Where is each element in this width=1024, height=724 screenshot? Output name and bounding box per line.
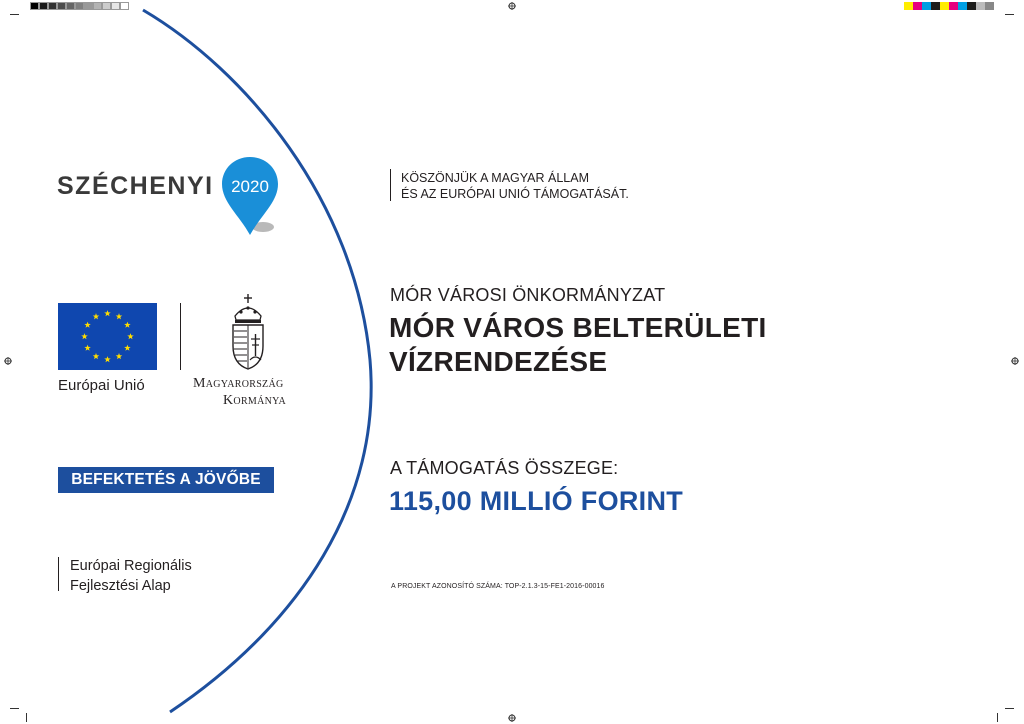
thanks-text	[401, 170, 629, 202]
eu-star-icon	[124, 322, 130, 328]
fund-name-line2: Fejlesztési Alap	[70, 578, 171, 594]
eu-star-icon	[104, 310, 110, 316]
project-title-line1: MÓR VÁROS BELTERÜLETI	[389, 312, 767, 343]
eu-star-icon	[84, 322, 90, 328]
fund-name	[70, 556, 192, 596]
eu-star-icon	[124, 345, 130, 351]
project-id: A PROJEKT AZONOSÍTÓ SZÁMA: TOP-2.1.3-15-FE1-2016-00016	[391, 583, 605, 590]
government-name-line2: Kormánya	[223, 393, 287, 408]
beneficiary-name: MÓR VÁROSI ÖNKORMÁNYZAT	[390, 285, 666, 305]
eu-star-icon	[93, 353, 99, 359]
eu-star-icon	[127, 333, 133, 339]
hungarian-coat-of-arms-icon	[227, 294, 269, 370]
eu-stars-icon	[58, 303, 157, 370]
logo-divider	[180, 303, 181, 370]
szechenyi-logo-text: SZÉCHENYI	[57, 172, 214, 200]
project-title-line2: VÍZRENDEZÉSE	[389, 346, 608, 377]
eu-star-icon	[84, 345, 90, 351]
support-amount-label: A TÁMOGATÁS ÖSSZEGE:	[390, 458, 619, 478]
investment-banner: BEFEKTETÉS A JÖVŐBE	[58, 467, 274, 493]
thanks-line1: KÖSZÖNJÜK A MAGYAR ÁLLAM	[401, 171, 590, 185]
eu-star-icon	[93, 313, 99, 319]
project-title	[389, 311, 767, 379]
eu-star-icon	[104, 356, 110, 362]
szechenyi-year: 2020	[231, 177, 269, 196]
eu-star-icon	[116, 313, 122, 319]
government-name-line1: Magyarország	[193, 376, 284, 391]
thanks-line2: ÉS AZ EURÓPAI UNIÓ TÁMOGATÁSÁT.	[401, 187, 629, 201]
eu-star-icon	[81, 333, 87, 339]
szechenyi-2020-pin-icon	[221, 155, 279, 237]
eu-flag	[58, 303, 157, 370]
eu-label: Európai Unió	[58, 377, 145, 394]
thanks-divider	[390, 169, 391, 201]
support-amount-value: 115,00 MILLIÓ FORINT	[389, 486, 684, 516]
fund-divider	[58, 557, 59, 591]
eu-star-icon	[116, 353, 122, 359]
fund-name-line1: Európai Regionális	[70, 558, 192, 574]
